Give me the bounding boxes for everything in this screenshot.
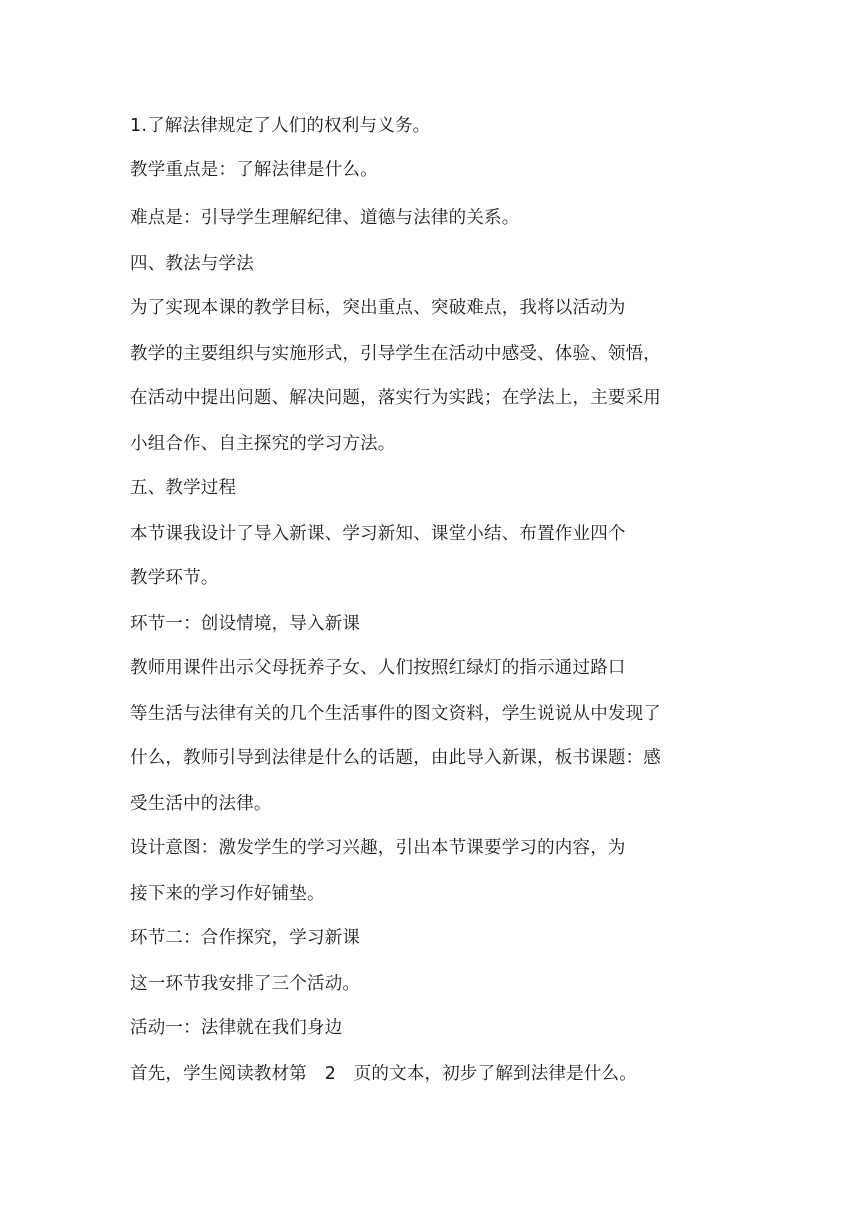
text-line: 1.了解法律规定了人们的权利与义务。 (130, 116, 431, 136)
text-line: 小组合作、自主探究的学习方法。 (130, 434, 396, 454)
section-heading: 五、教学过程 (130, 478, 237, 498)
subsection-heading: 环节一：创设情境，导入新课 (130, 614, 361, 634)
section-heading: 四、教法与学法 (130, 254, 254, 274)
text-line: 受生活中的法律。 (130, 794, 272, 814)
text-line: 首先，学生阅读教材第 2 页的文本，初步了解到法律是什么。 (130, 1064, 637, 1084)
text-line: 教学重点是：了解法律是什么。 (130, 160, 378, 180)
text-line: 等生活与法律有关的几个生活事件的图文资料，学生说说从中发现了 (130, 704, 661, 724)
text-line: 教师用课件出示父母抚养子女、人们按照红绿灯的指示通过路口 (130, 658, 626, 678)
text-line: 接下来的学习作好铺垫。 (130, 884, 325, 904)
text-line: 本节课我设计了导入新课、学习新知、课堂小结、布置作业四个 (130, 524, 626, 544)
text-line: 难点是：引导学生理解纪律、道德与法律的关系。 (130, 208, 520, 228)
text-line: 设计意图：激发学生的学习兴趣，引出本节课要学习的内容，为 (130, 838, 626, 858)
text-line: 教学环节。 (130, 568, 219, 588)
text-line: 在活动中提出问题、解决问题，落实行为实践；在学法上，主要采用 (130, 388, 661, 408)
text-line: 为了实现本课的教学目标，突出重点、突破难点，我将以活动为 (130, 298, 626, 318)
subsection-heading: 环节二：合作探究，学习新课 (130, 928, 361, 948)
text-line: 什么，教师引导到法律是什么的话题，由此导入新课，板书课题：感 (130, 748, 661, 768)
text-line: 教学的主要组织与实施形式，引导学生在活动中感受、体验、领悟， (130, 344, 661, 364)
activity-heading: 活动一：法律就在我们身边 (130, 1018, 343, 1038)
text-line: 这一环节我安排了三个活动。 (130, 974, 361, 994)
